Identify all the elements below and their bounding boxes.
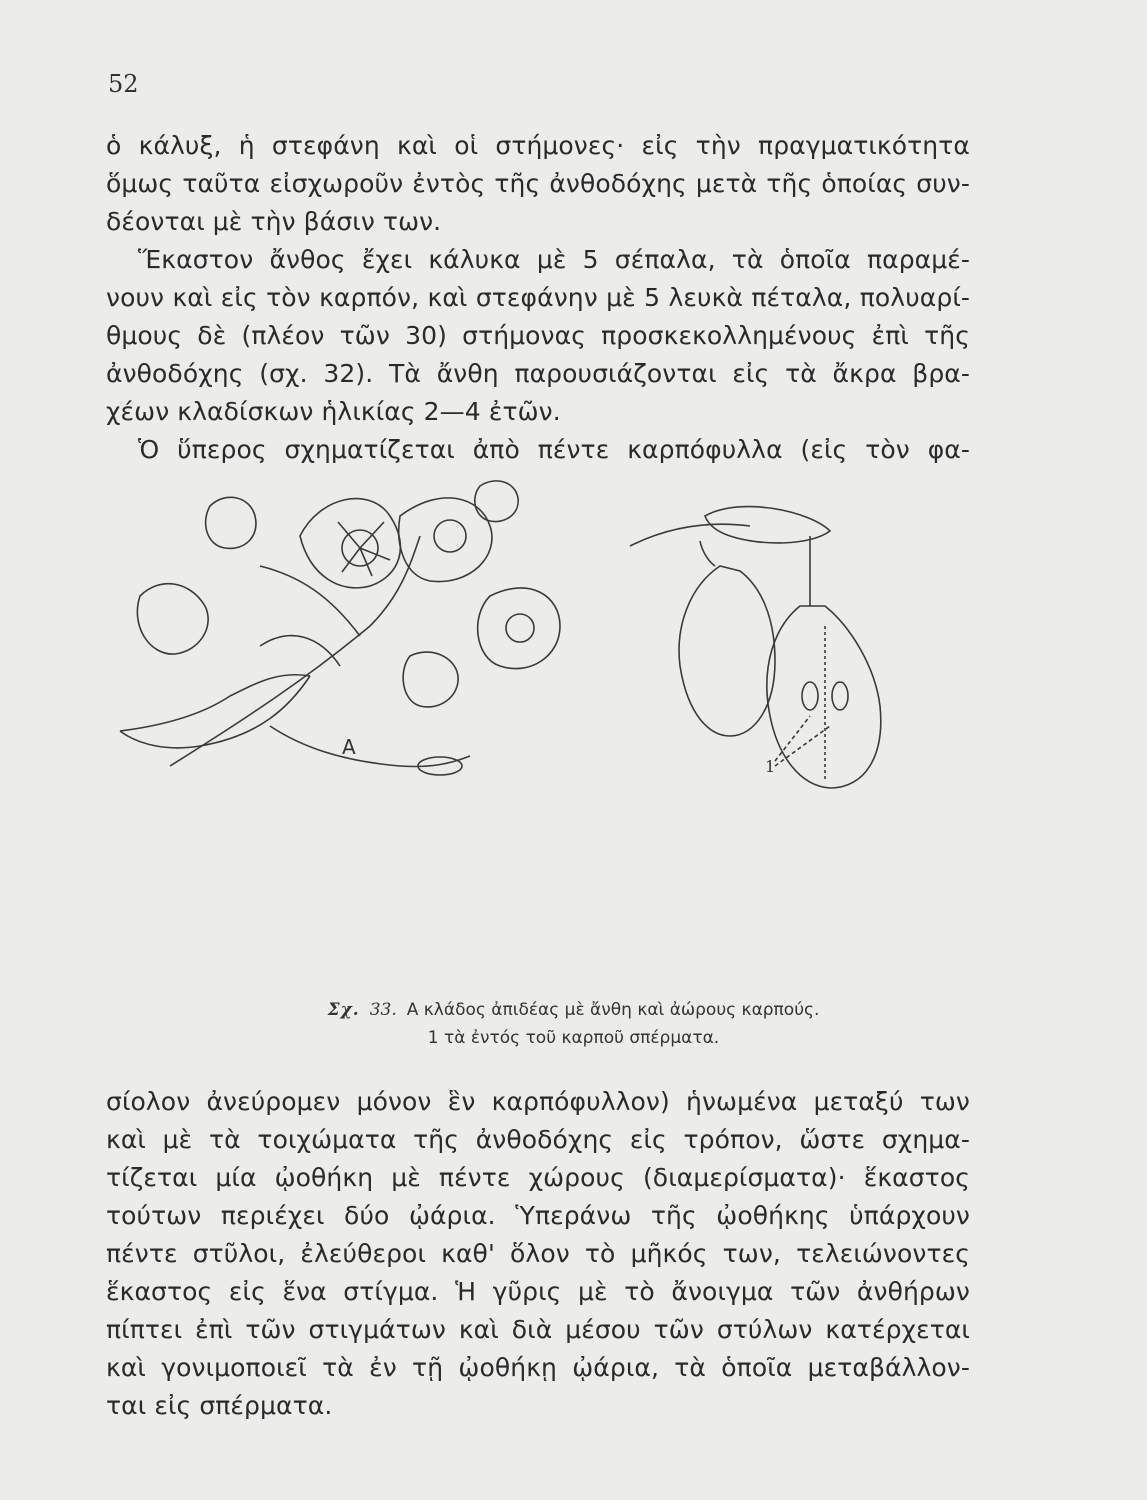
text-line: ὁ κάλυξ, ἡ στεφάνη καὶ οἱ στήμονες· εἰς τὴν πραγματικότητα (106, 131, 970, 160)
body-text-top (106, 127, 970, 469)
text-line: ὅμως ταῦτα εἰσχωροῦν ἐντὸς τῆς ἀνθοδόχης μετὰ τῆς ὁποίας συν- (106, 169, 970, 198)
text-line: χέων κλαδίσκων ἡλικίας 2—4 ἐτῶν. (106, 397, 561, 426)
caption-text-1: A κλάδος ἀπιδέας μὲ ἄνθη καὶ ἀώρους καρπούς. (406, 1000, 820, 1020)
text-line: Ὁ ὕπερος σχηματίζεται ἀπὸ πέντε καρπόφυλλα (εἰς τὸν φα- (138, 435, 970, 464)
text-line: ἕκαστος εἰς ἕνα στίγμα. Ἡ γῦρις μὲ τὸ ἄνοιγμα τῶν ἀνθήρων (106, 1277, 970, 1306)
text-line: καὶ μὲ τὰ τοιχώματα τῆς ἀνθοδόχης εἰς τρόπον, ὥστε σχημα- (106, 1125, 970, 1154)
text-line: ται εἰς σπέρματα. (106, 1391, 333, 1420)
text-line: τούτων περιέχει δύο ᾠάρια. Ὑπεράνω τῆς ᾠοθήκης ὑπάρχουν (106, 1201, 970, 1230)
text-line: νουν καὶ εἰς τὸν καρπόν, καὶ στεφάνην μὲ 5 λευκὰ πέταλα, πολυαρί- (106, 283, 970, 312)
figure-label-a: A (342, 735, 356, 759)
text-line: καὶ γονιμοποιεῖ τὰ ἐν τῇ ᾠοθήκῃ ᾠάρια, τὰ ὁποῖα μεταβάλλον- (106, 1353, 970, 1382)
page-number: 52 (108, 70, 139, 98)
figure-caption (0, 996, 1147, 1052)
pear-branch-illustration (110, 476, 970, 796)
text-line: τίζεται μία ᾠοθήκη μὲ πέντε χώρους (διαμερίσματα)· ἕκαστος (106, 1163, 970, 1192)
text-line: Ἕκαστον ἄνθος ἔχει κάλυκα μὲ 5 σέπαλα, τὰ ὁποῖα παραμέ- (138, 245, 970, 274)
caption-line-2: 1 τὰ ἐντός τοῦ καρποῦ σπέρματα. (427, 1028, 720, 1048)
text-line: πέντε στῦλοι, ἐλεύθεροι καθ' ὅλον τὸ μῆκός των, τελειώνοντες (106, 1239, 970, 1268)
figure-label-1: 1 (765, 757, 776, 776)
illustration-svg (110, 476, 970, 796)
caption-label: Σχ. (327, 1000, 360, 1020)
text-line: δέονται μὲ τὴν βάσιν των. (106, 207, 442, 236)
text-line: σίολον ἀνεύρομεν μόνον ἓν καρπόφυλλον) ἡνωμένα μεταξύ των (106, 1087, 970, 1116)
flowering-branch-drawing (120, 481, 560, 775)
body-text-bottom (106, 1083, 970, 1425)
pear-fruit-drawing (630, 507, 881, 788)
caption-number: 33. (369, 1000, 397, 1020)
text-line: ἀνθοδόχης (σχ. 32). Τὰ ἄνθη παρουσιάζονται εἰς τὰ ἄκρα βρα- (106, 359, 970, 388)
caption-line-1 (0, 996, 1147, 1024)
text-line: πίπτει ἐπὶ τῶν στιγμάτων καὶ διὰ μέσου τῶν στύλων κατέρχεται (106, 1315, 970, 1344)
text-line: θμους δὲ (πλέον τῶν 30) στήμονας προσκεκολλημένους ἐπὶ τῆς (106, 321, 970, 350)
